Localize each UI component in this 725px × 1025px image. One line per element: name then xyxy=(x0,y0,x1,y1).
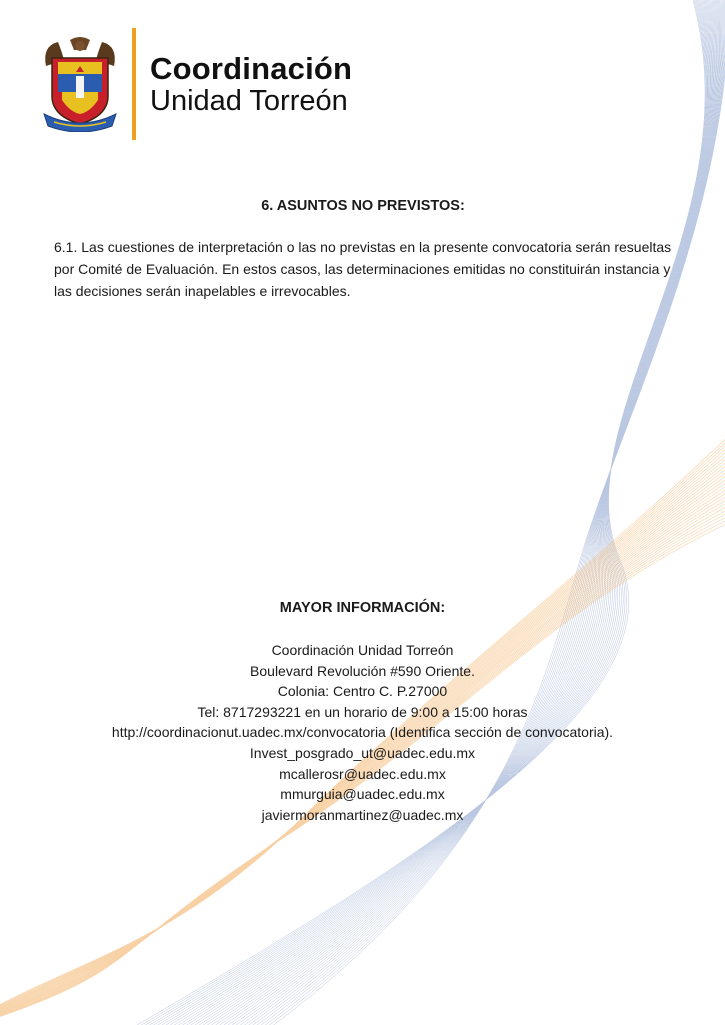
info-line-office: Coordinación Unidad Torreón xyxy=(271,642,454,658)
blue-wave-line xyxy=(179,0,713,1025)
brand-block xyxy=(150,52,352,116)
blue-wave-line xyxy=(218,0,721,1025)
info-line-phone: Tel: 8717293221 en un horario de 9:00 a 15:00 horas xyxy=(197,703,528,720)
blue-wave-line xyxy=(124,0,705,1025)
more-information-block xyxy=(40,600,685,825)
header-divider xyxy=(132,28,136,140)
blue-wave-line xyxy=(209,0,718,1025)
blue-wave-line xyxy=(256,0,725,1025)
blue-wave-line xyxy=(196,0,716,1025)
blue-wave-line xyxy=(188,0,715,1025)
blue-wave-line xyxy=(230,0,722,1025)
section-title: 6. ASUNTOS NO PREVISTOS: xyxy=(261,198,465,214)
blue-wave-line xyxy=(201,0,717,1025)
brand-subtitle: Unidad Torreón xyxy=(150,85,348,117)
info-line-email: mcallerosr@uadec.edu.mx xyxy=(279,765,446,782)
info-line-email: Invest_posgrado_ut@uadec.edu.mx xyxy=(249,744,476,761)
blue-wave-line xyxy=(184,0,714,1025)
blue-wave-lines xyxy=(120,0,725,1025)
blue-wave-line xyxy=(205,0,718,1025)
blue-wave-line xyxy=(222,0,721,1025)
info-line-email: javiermoranmartinez@uadec.mx xyxy=(261,806,464,823)
info-title: MAYOR INFORMACIÓN: xyxy=(279,600,446,616)
info-line-email: mmurguia@uadec.edu.mx xyxy=(280,786,445,803)
info-line-address: Boulevard Revolución #590 Oriente. xyxy=(250,662,475,679)
blue-wave-line xyxy=(141,0,708,1025)
blue-wave-line xyxy=(175,0,713,1025)
page-header xyxy=(40,28,352,140)
info-line-website: http://coordinacionut.uadec.mx/convocatoria (Identifica sección de convocatoria). xyxy=(111,724,614,741)
university-crest-icon xyxy=(40,36,120,132)
blue-wave-line xyxy=(239,0,725,1025)
blue-wave-line xyxy=(128,0,706,1025)
blue-wave-line xyxy=(247,0,725,1025)
blue-wave-line xyxy=(213,0,719,1025)
section-unforeseen-matters xyxy=(54,198,672,302)
blue-wave-line xyxy=(167,0,712,1025)
info-line-colony: Colonia: Centro C. P.27000 xyxy=(277,683,448,700)
blue-wave-line xyxy=(252,0,725,1025)
blue-wave-line xyxy=(192,0,715,1025)
section-paragraph: 6.1. Las cuestiones de interpretación o las no previstas en la presente convocatoria serán resueltas por Comité de Evaluación. En estos casos, las determinaciones emitidas no constituirán instancia y las decisiones serán inapelables e irrevocables. xyxy=(54,239,672,299)
brand-title: Coordinación xyxy=(150,51,353,86)
blue-wave-line xyxy=(171,0,712,1025)
blue-wave-line xyxy=(162,0,710,1025)
blue-wave-line xyxy=(137,0,707,1025)
